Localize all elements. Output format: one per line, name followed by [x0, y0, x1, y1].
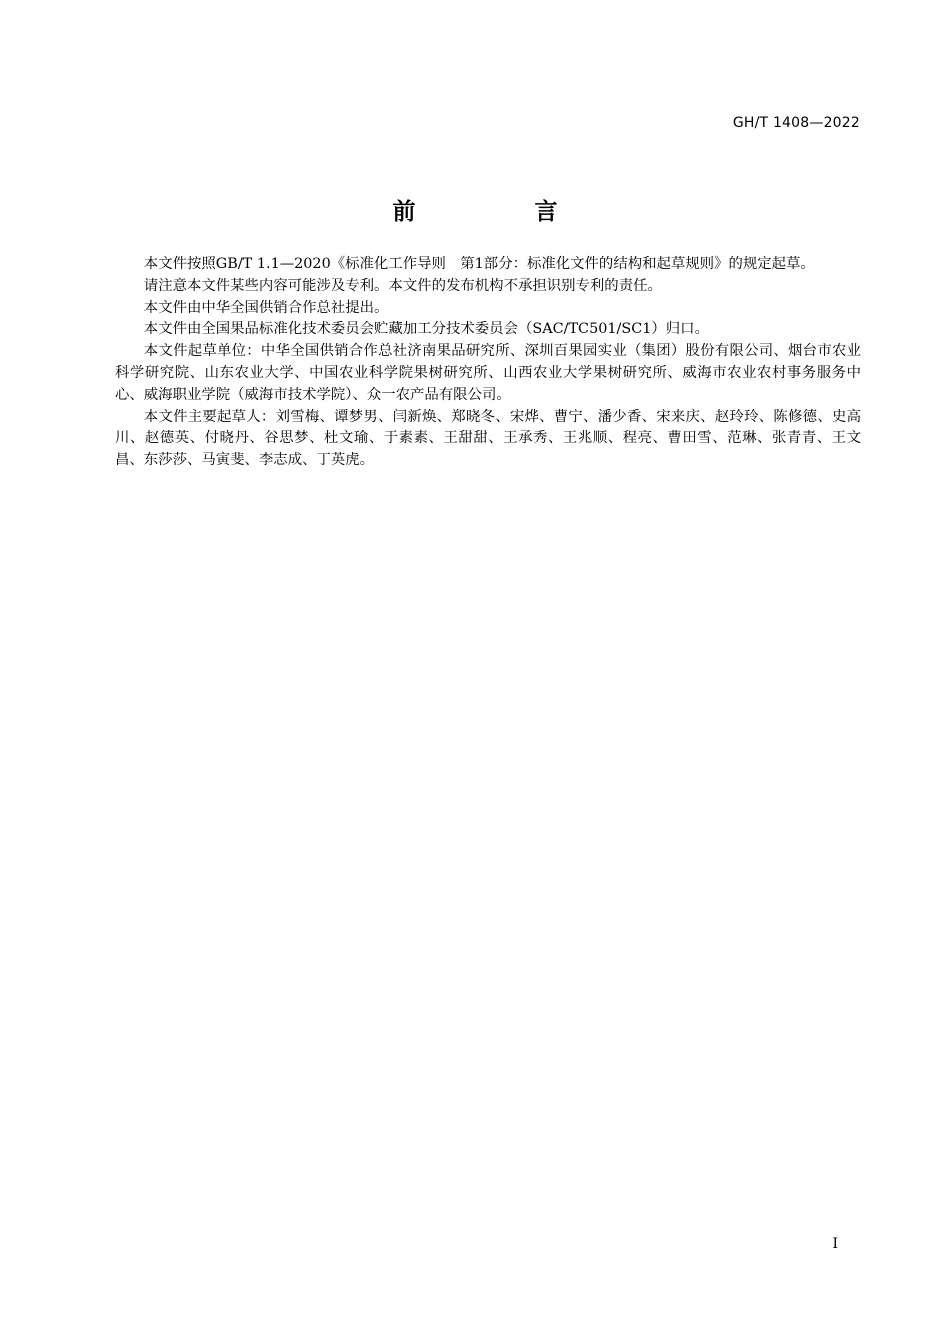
paragraph-drafting-rules: 本文件按照GB/T 1.1—2020《标准化工作导则 第1部分：标准化文件的结构和起草规则》的规定起草。 — [143, 256, 815, 272]
page-title: 前 言 — [392, 199, 606, 225]
paragraph-patent-notice: 请注意本文件某些内容可能涉及专利。本文件的发布机构不承担识别专利的责任。 — [143, 277, 662, 294]
foreword-body — [115, 254, 861, 472]
paragraph-technical-committee: 本文件由全国果品标准化技术委员会贮藏加工分技术委员会（SAC/TC501/SC1）归口。 — [143, 321, 709, 338]
standard-code: GH/T 1408—2022 — [732, 115, 860, 131]
paragraph-drafters: 本文件主要起草人：刘雪梅、谭梦男、闫新焕、郑晓冬、宋烨、曹宁、潘少香、宋来庆、赵玲玲、陈修德、史高川、赵德英、付晓丹、谷思梦、杜文瑜、于素素、王甜甜、王承秀、王兆顺、程亮、曹田雪、范琳、张青青、王文昌、东莎莎、马寅斐、李志成、丁英虎。 — [115, 408, 861, 469]
paragraph-drafting-units: 本文件起草单位：中华全国供销合作总社济南果品研究所、深圳百果园实业（集团）股份有限公司、烟台市农业科学研究院、山东农业大学、中国农业科学院果树研究所、山西农业大学果树研究所、威海市农业农村事务服务中心、威海职业学院（威海市技术学院）、众一农产品有限公司。 — [115, 343, 861, 403]
paragraph-proposer: 本文件由中华全国供销合作总社提出。 — [143, 299, 389, 316]
page-number: I — [832, 1236, 838, 1252]
